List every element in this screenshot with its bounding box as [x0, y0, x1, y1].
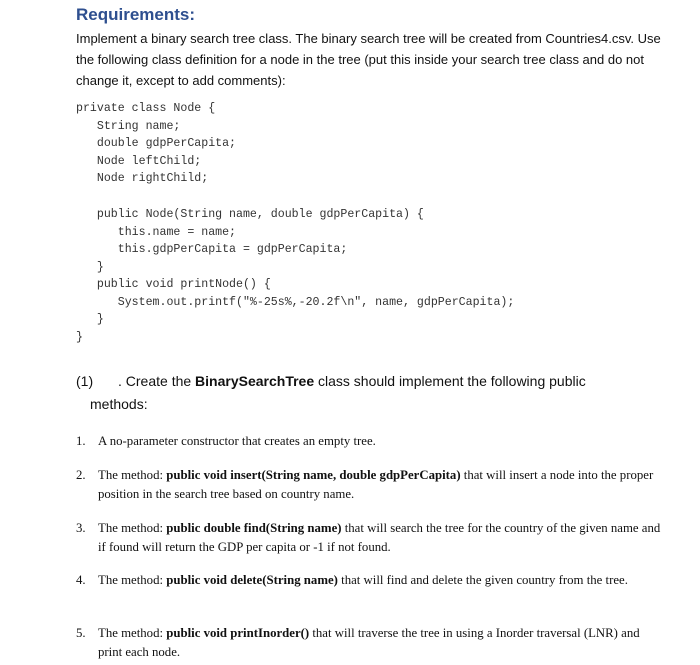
node-class-code: private class Node { String name; double gdpPerCapita; Node leftChild; Node rightChild;	[76, 102, 237, 185]
item-text-before: The method:	[98, 626, 167, 640]
item-text-before: The method:	[98, 573, 167, 587]
item-text-after: that will search the tree for the country of the given name and if found will return the GDP per capita or -1 if not found.	[98, 521, 661, 554]
intro-paragraph: Implement a binary search tree class. The binary search tree will be created from Countries4.csv. Use the following class definition for a node in the tree (put this inside your search tree class and do not change it, except to add comments):	[76, 31, 661, 88]
method-signature: public void printInorder()	[166, 626, 310, 640]
item-text-before: The method:	[98, 521, 167, 535]
task-line2: methods:	[90, 396, 148, 412]
item-text-after: that will find and delete the given country from the tree.	[337, 573, 628, 587]
task-text-after: class should implement the following public	[314, 373, 586, 389]
item-number: 1.	[76, 434, 86, 448]
item-text-after: that will insert a node into the proper position in the search tree based on country name.	[98, 468, 654, 501]
method-signature: public void insert(String name, double gdpPerCapita)	[166, 468, 461, 482]
node-constructor-code: public Node(String name, double gdpPerCapita) { this.name = name; this.gdpPerCapita = gdpPerCapita; } public void printNode() { System.out.printf("%-25s%,-20.2f\n", name, gdpPerCapita); } }	[76, 208, 515, 344]
section-heading: Requirements:	[76, 5, 196, 24]
item-number: 2.	[76, 468, 86, 482]
method-signature: public double find(String name)	[166, 521, 342, 535]
method-signature: public void delete(String name)	[166, 573, 338, 587]
item-number: 4.	[76, 573, 86, 587]
list-item	[76, 571, 666, 590]
item-number: 5.	[76, 626, 86, 640]
task-text-before: . Create the	[118, 373, 196, 389]
task-number: (1)	[76, 373, 94, 389]
task-class-name: BinarySearchTree	[195, 373, 315, 389]
list-item	[76, 519, 666, 557]
list-item	[76, 624, 666, 662]
item-text: A no-parameter constructor that creates an empty tree.	[98, 434, 376, 448]
item-text-after: that will traverse the tree in using a Inorder traversal (LNR) and print each node.	[98, 626, 640, 659]
list-item	[76, 466, 666, 504]
task-statement	[76, 370, 676, 416]
item-number: 3.	[76, 521, 86, 535]
list-item	[76, 432, 666, 451]
item-text-before: The method:	[98, 468, 167, 482]
